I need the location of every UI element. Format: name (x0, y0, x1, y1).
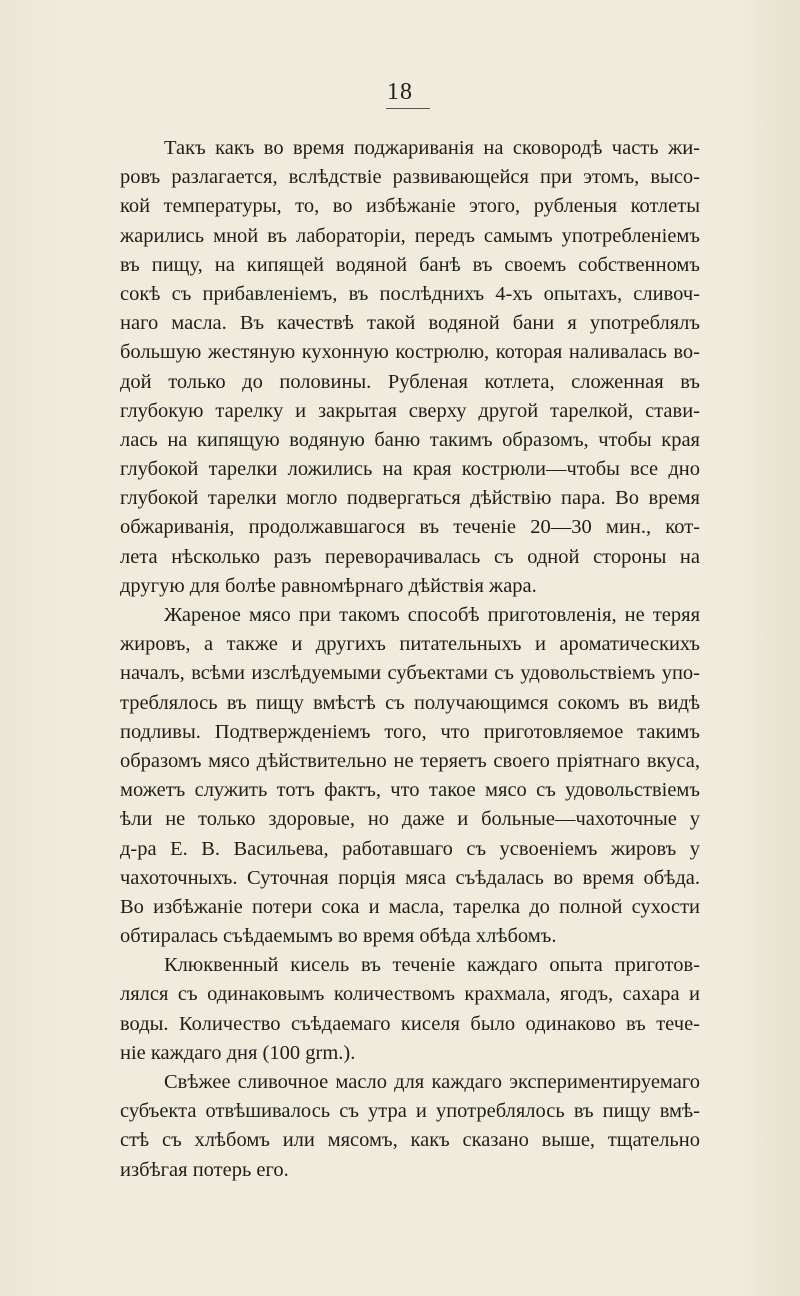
page-number-underline (386, 108, 430, 109)
text-line: началъ, всѣми изслѣдуемыми субъектами съ удовольствіемъ упо- (120, 662, 700, 685)
text-line: жарились мной въ лабораторіи, передъ самымъ употребленіемъ (120, 224, 700, 247)
text-line: треблялось въ пищу вмѣстѣ съ получающимся сокомъ въ видѣ (120, 691, 700, 714)
text-line: воды. Количество съѣдаемаго киселя было одинаково въ тече- (120, 1012, 700, 1035)
body-text (120, 134, 700, 1185)
text-line: лета нѣсколько разъ переворачивалась съ одной стороны на (120, 545, 700, 568)
text-line: большую жестяную кухонную кострюлю, которая наливалась во- (120, 341, 700, 364)
text-line: глубокую тарелку и закрытая сверху другой тарелкой, стави- (120, 399, 700, 422)
text-line: ніе каждаго дня (100 grm.). (120, 1041, 356, 1064)
text-line: стѣ съ хлѣбомъ или мясомъ, какъ сказано выше, тщательно (120, 1129, 700, 1152)
text-line: чахоточныхъ. Суточная порція мяса съѣдалась во время обѣда. (120, 866, 700, 889)
text-line: Такъ какъ во время поджариванія на сковородѣ часть жи- (164, 137, 700, 159)
text-line: Свѣжее сливочное масло для каждаго экспериментируемаго (164, 1071, 700, 1093)
text-line: подливы. Подтвержденіемъ того, что приготовляемое такимъ (120, 720, 700, 743)
text-line: жировъ, а также и другихъ питательныхъ и ароматическихъ (120, 633, 700, 656)
text-line: обжариванія, продолжавшагося въ теченіе 20—30 мин., кот- (120, 516, 700, 539)
text-line: ровъ разлагается, вслѣдствіе развивающейся при этомъ, высо- (120, 166, 700, 189)
text-line: дой только до половины. Рубленая котлета, сложенная въ (120, 370, 700, 393)
text-line: можетъ служить тотъ фактъ, что такое мясо съ удовольствіемъ (120, 779, 700, 802)
text-line: образомъ мясо дѣйствительно не теряетъ своего пріятнаго вкуса, (120, 749, 700, 772)
text-line: лась на кипящую водяную баню такимъ образомъ, чтобы края (120, 428, 700, 451)
text-line: Клюквенный кисель въ теченіе каждаго опыта приготов- (164, 954, 700, 977)
text-line: другую для болѣе равномѣрнаго дѣйствія жара. (120, 574, 537, 597)
text-line: въ пищу, на кипящей водяной банѣ въ своемъ собственномъ (120, 253, 700, 276)
text-line: Во избѣжаніе потери сока и масла, тарелка до полной сухости (120, 895, 700, 918)
text-line: Жареное мясо при такомъ способѣ приготовленія, не теряя (164, 604, 700, 626)
text-line: ѣли не только здоровые, но даже и больные—чахоточные у (120, 808, 700, 831)
text-line: д-ра Е. В. Васильева, работавшаго съ усвоеніемъ жировъ у (120, 837, 700, 860)
text-line: кой температуры, то, во избѣжаніе этого, рубленыя котлеты (120, 195, 700, 218)
text-line: глубокой тарелки могло подвергаться дѣйствію пара. Во время (120, 487, 700, 510)
text-line: субъекта отвѣшивалось съ утра и употреблялось въ пищу вмѣ- (120, 1100, 700, 1123)
text-line: глубокой тарелки ложились на края кострюли—чтобы все дно (120, 458, 700, 481)
text-line: обтиралась съѣдаемымъ во время обѣда хлѣбомъ. (120, 925, 557, 948)
page-number: 18 (387, 79, 413, 105)
text-line: сокѣ съ прибавленіемъ, въ послѣднихъ 4-хъ опытахъ, сливоч- (120, 282, 700, 305)
text-line: лялся съ одинаковымъ количествомъ крахмала, ягодъ, сахара и (120, 983, 700, 1006)
text-line: избѣгая потерь его. (120, 1158, 289, 1181)
text-line: наго масла. Въ качествѣ такой водяной бани я употреблялъ (120, 312, 700, 335)
